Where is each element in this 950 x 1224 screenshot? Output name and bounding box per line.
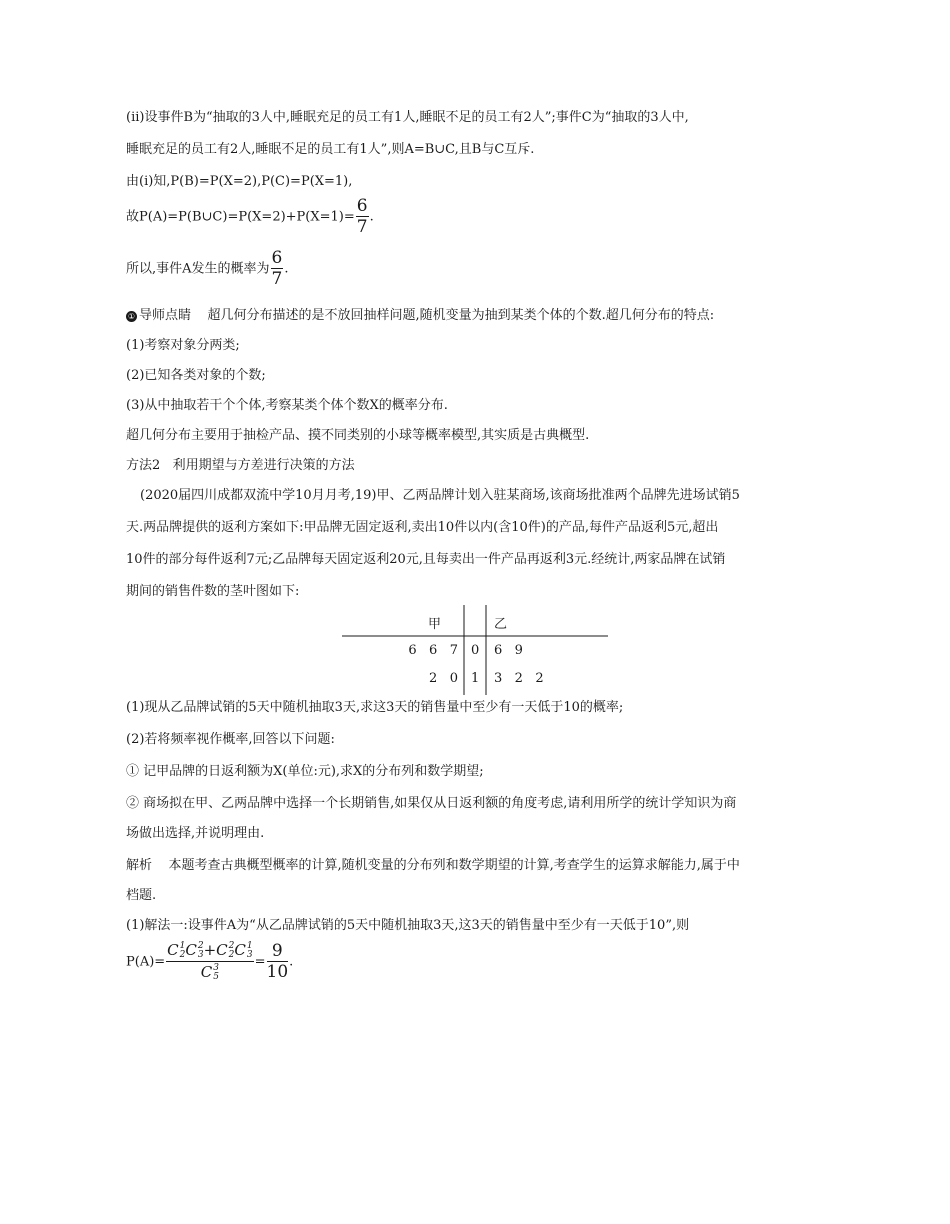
note-title: 导师点睛 <box>139 308 192 323</box>
fraction <box>271 250 284 288</box>
text-line: ① 记甲品牌的日返利额为X(单位:元),求X的分布列和数学期望; <box>126 764 484 779</box>
stem: 0 <box>471 643 480 658</box>
text-line: ② 商场拟在甲、乙两品牌中选择一个长期销售,如果仅从日返利额的角度考虑,请利用所学的统计学知识为商 <box>126 796 737 811</box>
section-heading: 方法2 利用期望与方差进行决策的方法 <box>126 458 355 473</box>
right-leaves: 3 2 2 <box>494 671 544 686</box>
fraction <box>356 198 369 236</box>
fraction-numerator: 6 <box>356 196 368 216</box>
text-line: (3)从中抽取若干个个体,考察某类个体个数X的概率分布. <box>126 398 448 413</box>
formula-prefix: P(A)= <box>126 954 166 970</box>
text-line: (ii)设事件B为“抽取的3人中,睡眠充足的员工有1人,睡眠不足的员工有2人”;事件C为“抽取的3人中, <box>126 110 689 125</box>
left-leaves: 2 0 <box>429 671 458 686</box>
fraction-numerator: C 1 2 C 2 3 +C 2 2 C 1 3 <box>167 941 253 960</box>
note-line <box>126 304 714 323</box>
formula-suffix: . <box>369 209 374 225</box>
text-line: 解析 本题考查古典概型概率的计算,随机变量的分布列和数学期望的计算,考查学生的运算求解能力,属于中 <box>126 858 740 873</box>
stem: 1 <box>471 671 480 686</box>
text-line: 睡眠充足的员工有2人,睡眠不足的员工有1人”,则A=B∪C,且B与C互斥. <box>126 142 535 157</box>
fraction-denominator: C 3 5 <box>200 963 219 982</box>
text-line: 10件的部分每件返利7元;乙品牌每天固定返利20元,且每卖出一件产品再返利3元.经统计,两家品牌在试销 <box>126 552 726 567</box>
fraction-denominator: 7 <box>356 217 368 237</box>
text-line: 场做出选择,并说明理由. <box>126 826 265 841</box>
combination-fraction <box>166 942 253 982</box>
text-line: (2)若将频率视作概率,回答以下问题: <box>126 732 335 747</box>
stem-leaf-plot <box>342 605 608 695</box>
text-line: (2)已知各类对象的个数; <box>126 368 266 383</box>
text-line: 超几何分布主要用于抽检产品、摸不同类别的小球等概率模型,其实质是古典概型. <box>126 428 590 443</box>
text-line: 期间的销售件数的茎叶图如下: <box>126 584 300 599</box>
text-line: (1)现从乙品牌试销的5天中随机抽取3天,求这3天的销售量中至少有一天低于10的概率; <box>126 700 624 715</box>
left-leaves: 6 6 7 <box>408 643 458 658</box>
formula-prefix: 所以,事件A发生的概率为 <box>126 261 270 277</box>
text-line: 档题. <box>126 888 157 903</box>
note-text: 超几何分布描述的是不放回抽样问题,随机变量为抽到某类个体的个数.超几何分布的特点: <box>207 308 715 323</box>
formula-suffix: . <box>284 261 289 277</box>
text-line: (1)考察对象分两类; <box>126 338 240 353</box>
note-badge-icon: ① <box>127 312 136 321</box>
fraction-numerator: 9 <box>267 943 289 962</box>
fraction-numerator: 6 <box>271 248 283 268</box>
right-leaves: 6 9 <box>494 643 523 658</box>
fraction-denominator: 10 <box>266 962 289 982</box>
text-line: (1)解法一:设事件A为“从乙品牌试销的5天中随机抽取3天,这3天的销售量中至少有一天低于10”,则 <box>126 918 690 933</box>
left-header: 甲 <box>428 617 442 632</box>
formula-line <box>126 198 374 236</box>
right-header: 乙 <box>494 617 508 632</box>
text-line: 由(i)知,P(B)=P(X=2),P(C)=P(X=1), <box>126 174 353 189</box>
formula-suffix: . <box>289 954 294 970</box>
text-line: (2020届四川成都双流中学10月月考,19)甲、乙两品牌计划入驻某商场,该商场批准两个品牌先进场试销5 <box>140 488 740 503</box>
text-line: 天.两品牌提供的返利方案如下:甲品牌无固定返利,卖出10件以内(含10件)的产品,每件产品返利5元,超出 <box>126 520 719 535</box>
formula-line <box>126 250 289 288</box>
fraction-denominator: 7 <box>271 269 283 289</box>
formula-line: P(A)= C 1 2 C 2 3 +C 2 2 C 1 3 C 3 5 = $\frac{9}{10}$ . <box>126 941 294 982</box>
fraction <box>267 943 289 981</box>
formula-prefix: 故P(A)=P(B∪C)=P(X=2)+P(X=1)= <box>126 209 355 225</box>
